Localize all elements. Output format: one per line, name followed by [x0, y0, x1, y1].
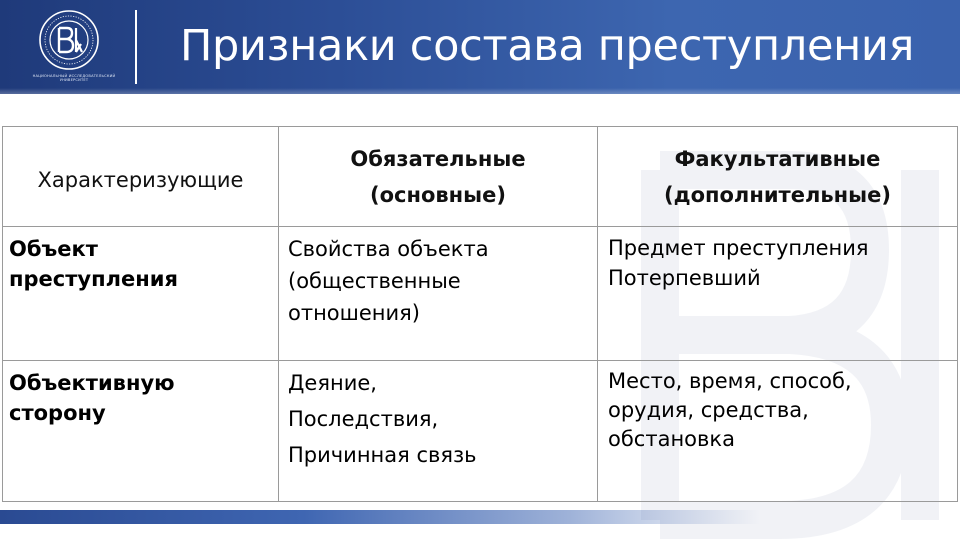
- header-divider: [135, 10, 137, 84]
- logo-emblem-icon: [29, 8, 109, 72]
- header-cell-characterizing: [3, 127, 279, 227]
- cell-objective-mandatory: Деяние, Последствия, Причинная связь: [279, 361, 598, 502]
- header-optional: Факультативные: [674, 146, 881, 171]
- footer-bar: [0, 510, 760, 524]
- cell-objective-optional: Место, время, способ, орудия, средства, обстановка: [598, 361, 958, 502]
- logo-caption: НАЦИОНАЛЬНЫЙ ИССЛЕДОВАТЕЛЬСКИЙ УНИВЕРСИТЕТ: [32, 74, 116, 83]
- slide-title: Признаки состава преступления: [180, 21, 915, 71]
- cell-object-optional: Предмет преступления Потерпевший: [598, 227, 958, 361]
- header-mandatory: Обязательные: [350, 146, 526, 171]
- header-mandatory-sub: (основные): [369, 182, 507, 207]
- header-cell-optional: [598, 127, 958, 227]
- features-table: [2, 126, 958, 502]
- table-row: [3, 227, 958, 361]
- row-label-objective-side: Объективную сторону: [3, 361, 279, 502]
- header-characterizing: Характеризующие: [37, 167, 244, 192]
- table-header-row: [3, 127, 958, 227]
- header-cell-mandatory: [279, 127, 598, 227]
- cell-object-mandatory: Свойства объекта (общественные отношения): [279, 227, 598, 361]
- university-logo: [18, 8, 120, 88]
- row-label-object: Объект преступления: [3, 227, 279, 361]
- table-row: [3, 361, 958, 502]
- header-optional-sub: (дополнительные): [664, 182, 891, 207]
- header-bar: [0, 0, 960, 94]
